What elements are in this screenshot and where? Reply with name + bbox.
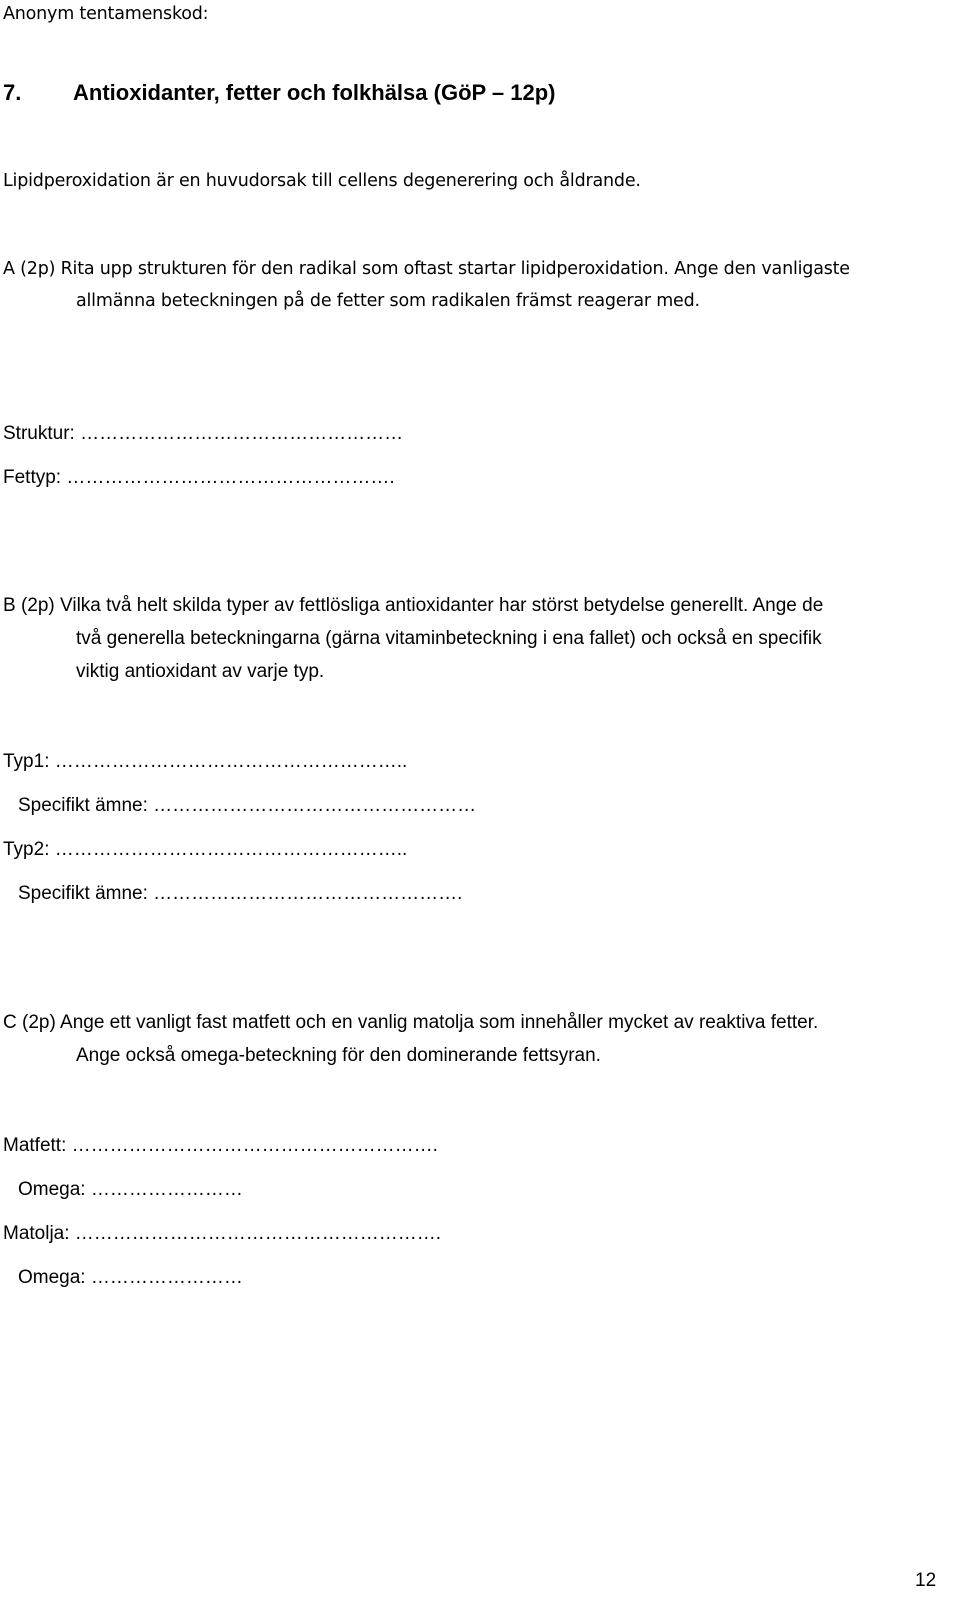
part-b-text-line-3: viktig antioxidant av varje typ. (76, 661, 325, 682)
part-a-text-line-2: allmänna beteckningen på de fetter som radikalen främst reagerar med. (76, 291, 700, 311)
question-intro: Lipidperoxidation är en huvudorsak till cellens degenerering och åldrande. (3, 171, 641, 191)
page-number: 12 (915, 1570, 937, 1591)
answer-type1-substance[interactable]: Specifikt ämne: …………………………………………… (18, 795, 477, 816)
answer-type2-substance[interactable]: Specifikt ämne: …………………………………………. (18, 883, 463, 904)
part-c-text-line-1: C (2p) Ange ett vanligt fast matfett och en vanlig matolja som innehåller mycket av reaktiva fetter. (3, 1012, 819, 1033)
answer-type2[interactable]: Typ2: ……………………………………………….. (3, 839, 408, 860)
part-c-text-line-2: Ange också omega-beteckning för den dominerande fettsyran. (76, 1045, 601, 1066)
answer-type1[interactable]: Typ1: ……………………………………………….. (3, 751, 408, 772)
answer-oil-omega[interactable]: Omega: …………………… (18, 1267, 243, 1288)
answer-solid-fat[interactable]: Matfett: …………………………………………………. (3, 1135, 438, 1156)
part-b-text-line-2: två generella beteckningarna (gärna vitaminbeteckning i ena fallet) och också en specifik (76, 628, 822, 649)
answer-solid-fat-omega[interactable]: Omega: …………………… (18, 1179, 243, 1200)
answer-structure[interactable]: Struktur: …………………………………………… (3, 423, 404, 444)
question-title: Antioxidanter, fetter och folkhälsa (GöP – 12p) (73, 80, 556, 105)
exam-code-label: Anonym tentamenskod: (3, 4, 209, 24)
question-heading (3, 79, 555, 107)
answer-fattype[interactable]: Fettyp: ……………………………………………. (3, 467, 395, 488)
part-a-text-line-1: A (2p) Rita upp strukturen för den radikal som oftast startar lipidperoxidation. Ange den vanligaste (3, 259, 850, 279)
part-b-text-line-1: B (2p) Vilka två helt skilda typer av fettlösliga antioxidanter har störst betydelse generellt. Ange de (3, 595, 824, 616)
answer-oil[interactable]: Matolja: …………………………………………………. (3, 1223, 442, 1244)
question-number: 7. (3, 80, 22, 105)
